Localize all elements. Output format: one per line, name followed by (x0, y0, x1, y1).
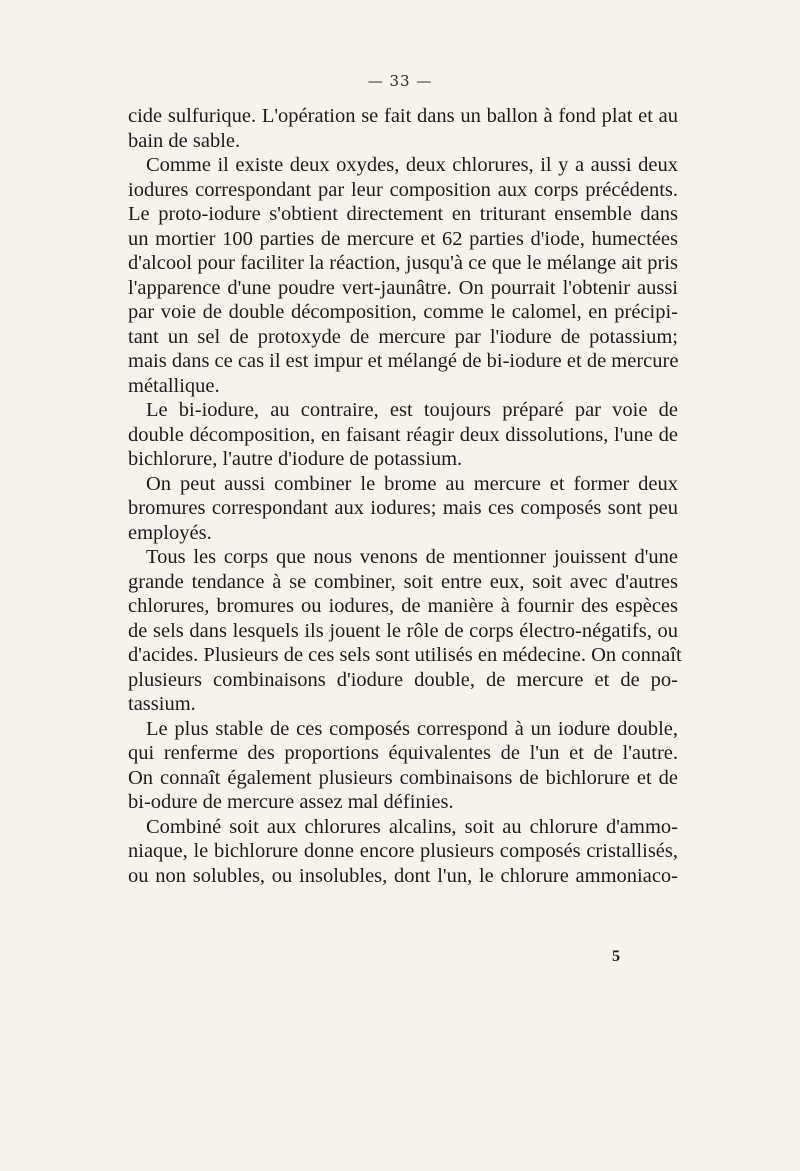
text-line: chlorures, bromures ou iodures, de manière à fournir des espèces (128, 595, 678, 617)
text-line: tant un sel de protoxyde de mercure par l'iodure de potassium; (128, 325, 678, 348)
text-line: qui renferme des proportions équivalentes de l'un et de l'autre. (128, 742, 678, 764)
text-line: plusieurs combinaisons d'iodure double, de mercure et de po- (128, 668, 678, 691)
text-line: Comme il existe deux oxydes, deux chlorures, il y a aussi deux (146, 154, 678, 176)
text-line: double décomposition, en faisant réagir deux dissolutions, l'une de (128, 423, 678, 446)
text-line: bromures correspondant aux iodures; mais ces composés sont peu (128, 497, 678, 519)
text-line: On peut aussi combiner le brome au mercure et former deux (146, 472, 678, 495)
text-line: un mortier 100 parties de mercure et 62 parties d'iode, humectées (128, 227, 678, 250)
text-line: par voie de double décomposition, comme le calomel, en précipi- (128, 301, 678, 323)
text-line: Combiné soit aux chlorures alcalins, soit au chlorure d'ammo- (146, 815, 678, 838)
text-line: ou non solubles, ou insolubles, dont l'un, le chlorure ammoniaco- (128, 864, 678, 887)
text-line: iodures correspondant par leur composition aux corps précédents. (128, 178, 678, 201)
text-line: cide sulfurique. L'opération se fait dans un ballon à fond plat et au (128, 105, 678, 127)
text-line: employés. (128, 521, 212, 544)
signature-mark: 5 (612, 948, 620, 965)
text-line: d'alcool pour faciliter la réaction, jusqu'à ce que le mélange ait pris (128, 252, 678, 274)
text-line: bi-odure de mercure assez mal définies. (128, 791, 454, 813)
text-line: Le bi-iodure, au contraire, est toujours préparé par voie de (146, 399, 678, 421)
text-line: On connaît également plusieurs combinaisons de bichlorure et de (128, 766, 678, 789)
text-line: Le plus stable de ces composés correspond à un iodure double, (146, 717, 678, 740)
text-line: bain de sable. (128, 129, 241, 152)
text-line: tassium. (128, 693, 196, 715)
text-line: niaque, le bichlorure donne encore plusieurs composés cristallisés, (128, 840, 678, 862)
page-number: — 33 — (367, 72, 433, 90)
text-line: Le proto-iodure s'obtient directement en triturant ensemble dans (128, 203, 678, 225)
text-line: d'acides. Plusieurs de ces sels sont utilisés en médecine. On connaît (128, 644, 682, 666)
text-line: l'apparence d'une poudre vert-jaunâtre. On pourrait l'obtenir aussi (128, 276, 678, 299)
text-line: métallique. (128, 374, 220, 397)
text-line: bichlorure, l'autre d'iodure de potassium. (128, 448, 463, 470)
body-text (128, 104, 682, 888)
text-line: grande tendance à se combiner, soit entre eux, soit avec d'autres (128, 570, 678, 593)
text-line: de sels dans lesquels ils jouent le rôle de corps électro-négatifs, ou (128, 619, 678, 642)
text-line: mais dans ce cas il est impur et mélangé de bi-iodure et de mercure (128, 350, 679, 372)
text-line: Tous les corps que nous venons de mentionner jouissent d'une (146, 546, 678, 568)
